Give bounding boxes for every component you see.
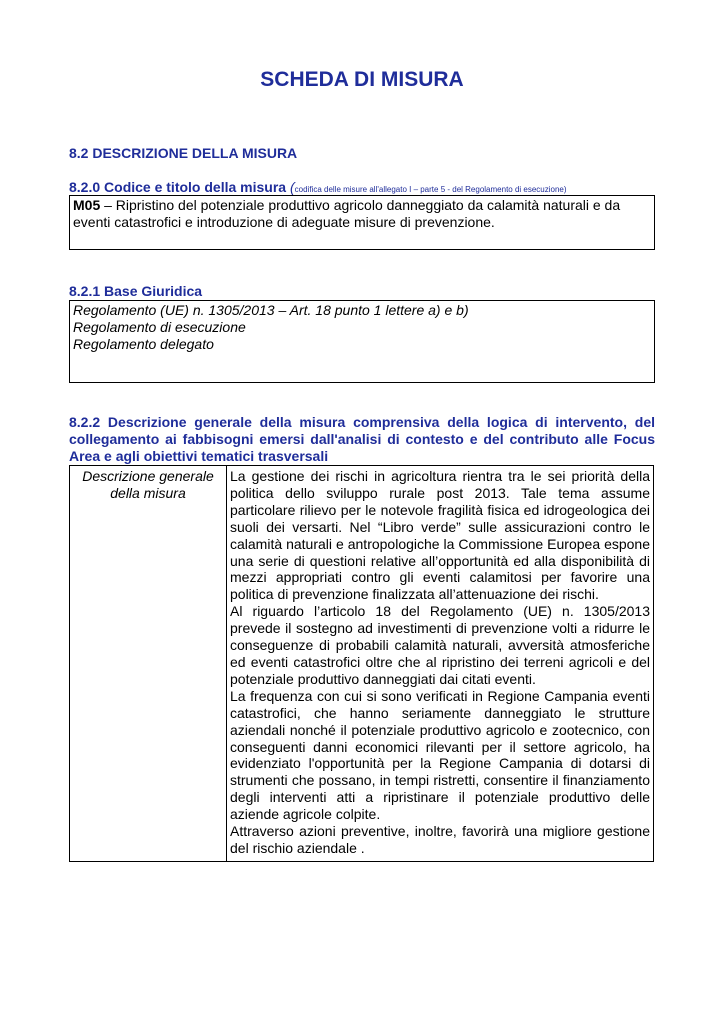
section-8-2-0-note: codifica delle misure all'allegato I – parte 5 - del Regolamento di esecuzione): [294, 185, 567, 194]
page-title: SCHEDA DI MISURA: [260, 68, 464, 91]
description-table: [69, 465, 654, 862]
description-row: [70, 466, 654, 862]
section-8-2-heading: 8.2 DESCRIZIONE DELLA MISURA: [69, 145, 298, 161]
description-body: [227, 466, 654, 862]
measure-code-box: [69, 195, 655, 250]
legal-basis-line: Regolamento (UE) n. 1305/2013 – Art. 18 punto 1 lettere a) e b): [73, 302, 469, 318]
legal-basis-line: Regolamento di esecuzione: [73, 319, 246, 335]
measure-title: – Ripristino del potenziale produttivo agricolo danneggiato da calamità naturali e da eventi catastrofici e introduzione di adeguate misure di prevenzione.: [73, 197, 621, 230]
legal-basis-box: [69, 300, 655, 383]
section-8-2-0-paren: (: [289, 179, 295, 195]
description-paragraph: La gestione dei rischi in agricoltura rientra tra le sei priorità della politica dello sviluppo rurale post 2013. Tale tema assume particolare rilievo per le notevole fragilità fisica ed idrogeologica dei suoli dei versarti. Nel “Libro verde” sulle assicurazioni contro le calamità naturali e antropologiche la Commissione Europea espone una serie di questioni relative all’opportunità ed alla disponibilità di mezzi appropriati contro gli eventi calamitosi per favorire una politica di prevenzione finalizzata all’attenuazione dei rischi.: [230, 468, 650, 603]
legal-basis-line: Regolamento delegato: [73, 336, 214, 352]
description-label: Descrizione generale della misura: [70, 466, 227, 862]
description-paragraph: Al riguardo l’articolo 18 del Regolamento (UE) n. 1305/2013 prevede il sostegno ad investimenti di prevenzione volti a ridurre le conseguenze di probabili calamità naturali, avversità atmosferiche ed eventi catastrofici oltre che al ripristino dei terreni agricoli e del potenziale produttivo danneggiati dai citati eventi.: [230, 603, 650, 687]
section-8-2-1-heading: 8.2.1 Base Giuridica: [69, 283, 203, 299]
section-8-2-0-title: 8.2.0 Codice e titolo della misura: [69, 179, 290, 195]
measure-code: M05: [73, 197, 101, 213]
description-paragraph: La frequenza con cui si sono verificati in Regione Campania eventi catastrofici, che hanno seriamente danneggiato le strutture aziendali nonché il potenziale produttivo agricolo e zootecnico, con conseguenti danni economici rilevanti per il settore agricolo, ha evidenziato l'opportunità per la Regione Campania di dotarsi di strumenti che possano, in tempi ristretti, consentire il finanziamento degli interventi atti a ripristinare il potenziale produttivo delle aziende agricole colpite.: [230, 687, 650, 823]
section-8-2-2-heading: 8.2.2 Descrizione generale della misura comprensiva della logica di intervento, del collegamento ai fabbisogni emersi dall'analisi di contesto e del contributo alle Focus Area e agli obiettivi tematici trasversali: [69, 414, 655, 464]
description-paragraph: Attraverso azioni preventive, inoltre, favorirà una migliore gestione del rischio aziendale .: [230, 823, 650, 856]
